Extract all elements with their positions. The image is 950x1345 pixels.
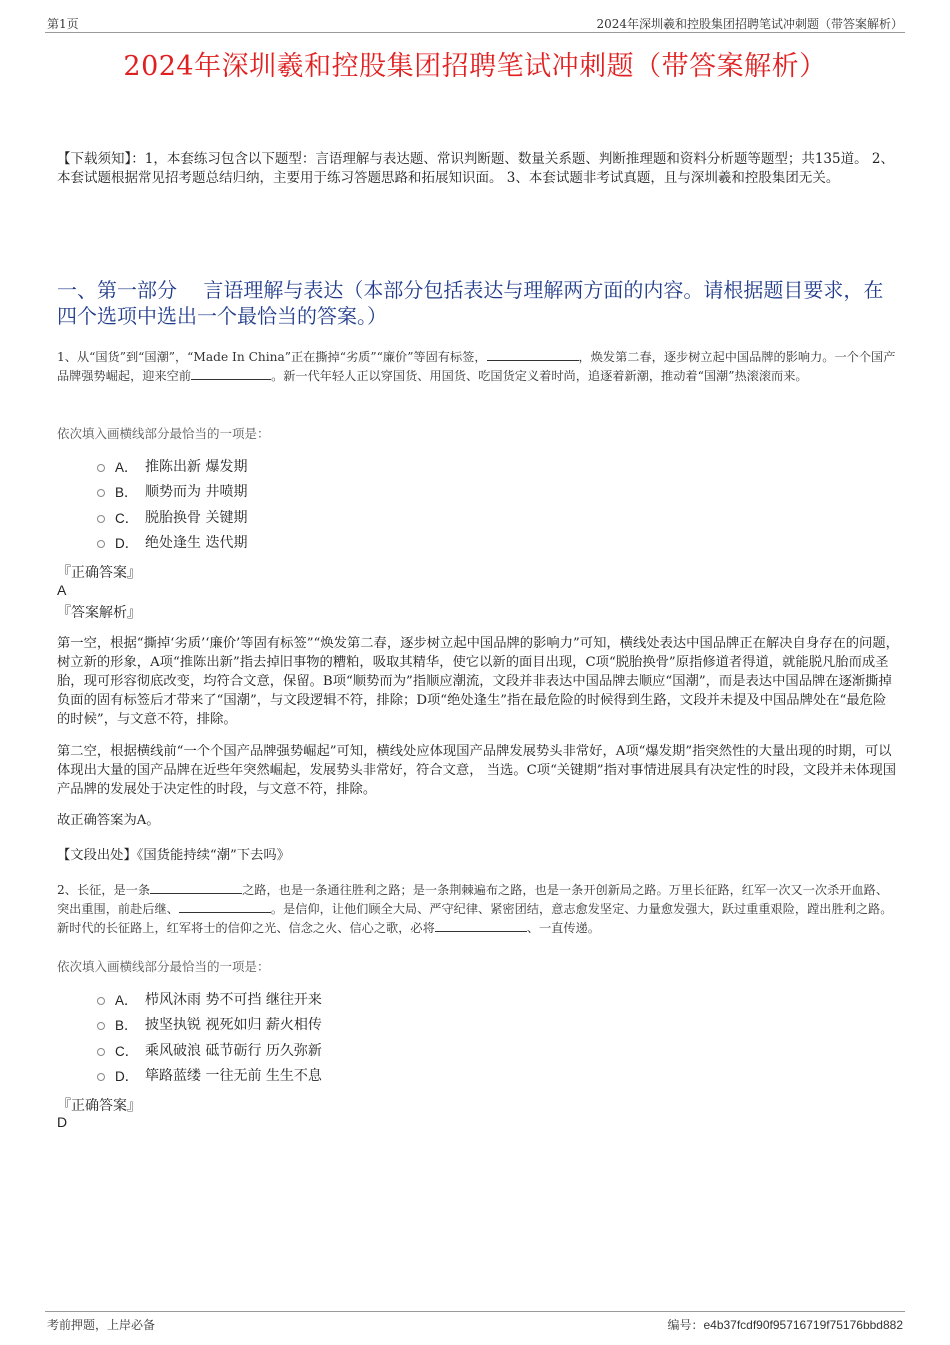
header-doc-title: 2024年深圳羲和控股集团招聘笔试冲刺题（带答案解析） bbox=[596, 17, 903, 31]
blank-line bbox=[487, 348, 579, 361]
q1-analysis-conclusion: 故正确答案为A。 bbox=[57, 813, 160, 828]
radio-icon[interactable] bbox=[97, 515, 105, 523]
q1-analysis-paragraph-2: 第二空，根据横线前“一个个国产品牌强势崛起”可知，横线处应体现国产品牌发展势头非常好，A项“爆发期”指突然性的大量出现的时期，可以体现出大量的国产品牌在近些年突然崛起，发展势头非常好，符合文意， 当选。C项“关键期”指对事情进展具有决定性的时段，文段并未体现国产品牌的发展处于决定性的时段，与文意不符，排除。 bbox=[57, 744, 897, 797]
option-letter: C． bbox=[115, 510, 139, 526]
page-number: 第1页 bbox=[47, 17, 79, 31]
q2-option-d[interactable] bbox=[97, 1063, 322, 1089]
q2-option-b[interactable] bbox=[97, 1012, 322, 1038]
option-letter: B． bbox=[115, 485, 138, 501]
blank-line bbox=[179, 900, 271, 913]
option-letter: D． bbox=[115, 1069, 139, 1085]
option-text: 筚路蓝缕 一往无前 生生不息 bbox=[145, 1068, 322, 1085]
blank-line bbox=[435, 919, 527, 932]
option-text: 顺势而为 井喷期 bbox=[145, 484, 248, 501]
q1-source: 【文段出处】《国货能持续“潮”下去吗》 bbox=[57, 848, 290, 863]
q1-option-b[interactable] bbox=[97, 479, 247, 505]
q1-text-2: ，焕发第二春，逐步树立起中国品牌的影响力。一个个国产品牌强势崛起，迎来空前 bbox=[57, 350, 896, 383]
q2-text-1: 2、长征，是一条 bbox=[57, 883, 151, 897]
q1-option-d[interactable] bbox=[97, 530, 247, 556]
q1-analysis-label: 『答案解析』 bbox=[57, 605, 141, 621]
option-letter: C． bbox=[115, 1043, 139, 1059]
q1-text-3: 。新一代年轻人正以穿国货、用国货、吃国货定义着时尚，追逐着新潮，推动着“国潮”热滚滚而来。 bbox=[271, 369, 808, 383]
q1-analysis-paragraph-1: 第一空，根据“撕掉‘劣质’‘廉价’等固有标签”“焕发第二春，逐步树立起中国品牌的影响力”可知，横线处表达中国品牌正在解决自身存在的问题，树立新的形象，A项“推陈出新”指去掉旧事物的糟粕，吸取其精华，使它以新的面目出现，C项“脱胎换骨”原指修道者得道，就能脱凡胎而成圣胎，现可形容彻底改变，均符合文意，保留。B项“顺势而为”指顺应潮流，文段并非表达中国品牌去顺应“国潮”，而是表达中国品牌在逐渐撕掉负面的固有标签后才带来了“国潮”，与文段逻辑不符，排除；D项“绝处逢生”指在最危险的时候得到生路，文段并未提及中国品牌处在“最危险的时候”，与文意不符，排除。 bbox=[57, 636, 899, 727]
section-title: 一、第一部分 言语理解与表达（本部分包括表达与理解两方面的内容。请根据题目要求，在四个选项中选出一个最恰当的答案。） bbox=[57, 278, 884, 328]
q2-instruction: 依次填入画横线部分最恰当的一项是： bbox=[57, 959, 270, 974]
page-footer bbox=[45, 1311, 905, 1334]
question-2-stem bbox=[57, 881, 897, 938]
blank-line bbox=[191, 367, 271, 380]
option-letter: A． bbox=[115, 992, 138, 1008]
radio-icon[interactable] bbox=[97, 997, 105, 1005]
page-header bbox=[45, 14, 905, 33]
option-text: 栉风沐雨 势不可挡 继往开来 bbox=[145, 991, 322, 1008]
q1-instruction: 依次填入画横线部分最恰当的一项是： bbox=[57, 426, 270, 441]
q2-answer: D bbox=[57, 1114, 68, 1130]
radio-icon[interactable] bbox=[97, 540, 105, 548]
radio-icon[interactable] bbox=[97, 1048, 105, 1056]
option-letter: B． bbox=[115, 1018, 138, 1034]
q2-text-4: 、一直传递。 bbox=[526, 921, 600, 935]
document-title: 2024年深圳羲和控股集团招聘笔试冲刺题（带答案解析） bbox=[123, 51, 827, 82]
radio-icon[interactable] bbox=[97, 1073, 105, 1081]
q1-option-c[interactable] bbox=[97, 504, 247, 530]
q2-option-c[interactable] bbox=[97, 1037, 322, 1063]
q1-option-a[interactable] bbox=[97, 453, 247, 479]
radio-icon[interactable] bbox=[97, 489, 105, 497]
q2-answer-label: 『正确答案』 bbox=[57, 1098, 141, 1114]
option-letter: A． bbox=[115, 459, 138, 475]
q2-options bbox=[97, 986, 322, 1088]
q1-text-1: 1、从“国货”到“国潮”，“Made In China”正在撕掉“劣质”“廉价”等固有标签， bbox=[57, 350, 487, 364]
q2-text-2: 之路，也是一条通往胜利之路；是一条荆棘遍布之路，也是一条开创新局之路。万里长征路，红军一次又一次杀开血路、突出重围，前赴后继、 bbox=[57, 883, 889, 916]
radio-icon[interactable] bbox=[97, 464, 105, 472]
download-notice: 【下载须知】：1，本套练习包含以下题型：言语理解与表达题、常识判断题、数量关系题、判断推理题和资料分析题等题型；共135道。 2、本套试题根据常见招考题总结归纳，主要用于练习答题思路和拓展知识面。 3、本套试题非考试真题，且与深圳羲和控股集团无关。 bbox=[57, 151, 894, 186]
q2-option-a[interactable] bbox=[97, 986, 322, 1012]
question-1-stem bbox=[57, 348, 897, 386]
option-text: 脱胎换骨 关键期 bbox=[145, 509, 248, 526]
option-letter: D． bbox=[115, 536, 139, 552]
q1-options bbox=[97, 453, 247, 555]
footer-slogan: 考前押题，上岸必备 bbox=[47, 1318, 156, 1332]
option-text: 披坚执锐 视死如归 薪火相传 bbox=[145, 1017, 322, 1034]
q2-text-3: 。是信仰，让他们顾全大局、严守纪律、紧密团结，意志愈发坚定、力量愈发强大，跃过重重艰险，蹚出胜利之路。新时代的长征路上，红军将士的信仰之光、信念之火、信心之歌，必将 bbox=[57, 902, 893, 935]
q1-answer-label: 『正确答案』 bbox=[57, 565, 141, 581]
blank-line bbox=[150, 881, 242, 894]
option-text: 推陈出新 爆发期 bbox=[145, 458, 248, 475]
radio-icon[interactable] bbox=[97, 1022, 105, 1030]
option-text: 绝处逢生 迭代期 bbox=[145, 535, 248, 552]
q1-answer: A bbox=[57, 582, 67, 598]
document-id: 编号：e4b37fcdf90f95716719f75176bbd882 bbox=[667, 1318, 903, 1332]
option-text: 乘风破浪 砥节砺行 历久弥新 bbox=[145, 1042, 322, 1059]
